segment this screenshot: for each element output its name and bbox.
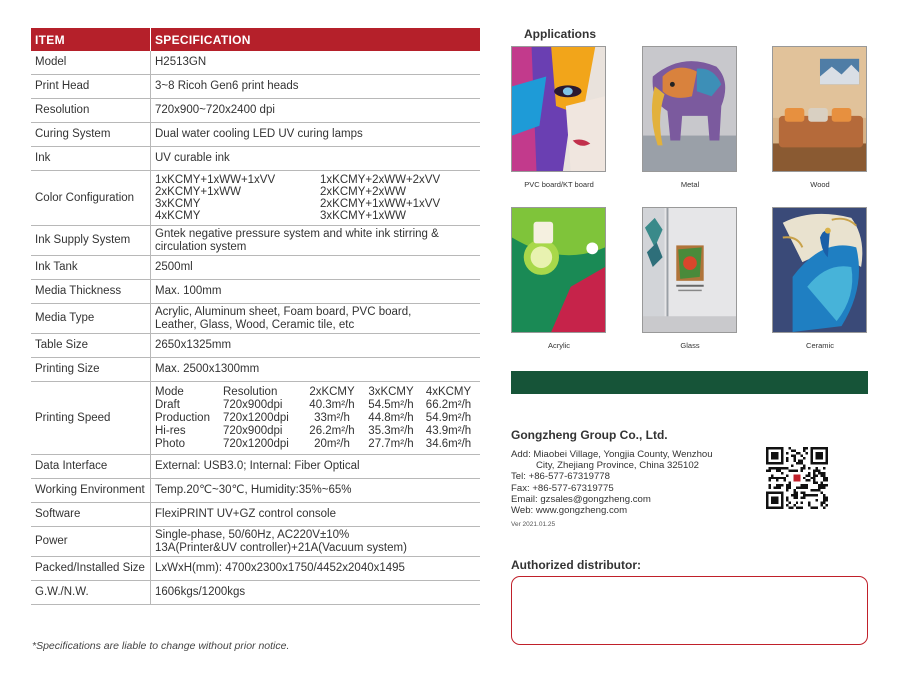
spec-label: Printing Speed <box>31 382 151 455</box>
spec-value: Dual water cooling LED UV curing lamps <box>151 123 481 147</box>
value-line: 13A(Printer&UV controller)+21A(Vacuum system) <box>155 541 407 554</box>
application-caption: Wood <box>810 180 830 189</box>
application-caption: Glass <box>680 341 700 350</box>
speed-value: 44.8m²/h <box>368 411 414 424</box>
green-poster-image <box>511 207 606 333</box>
spec-value: 720x900~720x2400 dpi <box>151 99 481 123</box>
speed-value: 35.3m²/h <box>368 424 414 437</box>
spec-value <box>151 226 481 256</box>
table-row <box>31 581 480 605</box>
speed-header: 2xKCMY <box>309 385 355 398</box>
spec-label: Data Interface <box>31 455 151 479</box>
spec-label: Print Head <box>31 75 151 99</box>
speed-header: Resolution <box>223 385 278 398</box>
painted-face-image <box>511 46 606 172</box>
table-row <box>31 51 480 75</box>
spec-label: Media Type <box>31 304 151 334</box>
color-option: 3xKCMY+1xWW <box>320 210 406 222</box>
spec-label: Packed/Installed Size <box>31 557 151 581</box>
spec-value: H2513GN <box>151 51 481 75</box>
contact-block <box>511 449 713 516</box>
speed-value: 54.5m²/h <box>368 398 414 411</box>
spec-label: Software <box>31 503 151 527</box>
spec-label: Table Size <box>31 334 151 358</box>
table-row <box>31 99 480 123</box>
application-caption: Metal <box>680 180 700 189</box>
company-fax: Fax: +86-577-67319775 <box>511 482 614 494</box>
spec-value <box>151 304 481 334</box>
speed-value: 20m²/h <box>314 437 350 450</box>
spec-label: Curing System <box>31 123 151 147</box>
table-row <box>31 304 480 334</box>
spec-label: Media Thickness <box>31 280 151 304</box>
spec-label: Working Environment <box>31 479 151 503</box>
table-row <box>31 75 480 99</box>
company-email: Email: gzsales@gongzheng.com <box>511 493 651 505</box>
color-option: 1xKCMY+1xWW+1xVV <box>155 174 276 186</box>
speed-resolution: 720x1200dpi <box>223 411 289 424</box>
item-header: ITEM <box>31 28 151 51</box>
speed-resolution: 720x1200dpi <box>223 437 289 450</box>
value-line: circulation system <box>155 240 247 253</box>
table-row <box>31 479 480 503</box>
glass-panel-image <box>642 207 737 333</box>
elephant-art-image <box>642 46 737 172</box>
spec-label: Power <box>31 527 151 557</box>
specification-header: SPECIFICATION <box>151 28 481 51</box>
table-row <box>31 382 480 455</box>
distributor-box <box>511 576 868 645</box>
color-configuration-options <box>151 171 481 226</box>
speed-value: 26.2m²/h <box>309 424 355 437</box>
table-row <box>31 455 480 479</box>
company-web: Web: www.gongzheng.com <box>511 505 628 517</box>
table-row <box>31 527 480 557</box>
table-row <box>31 171 480 226</box>
spec-value: Temp.20℃~30℃, Humidity:35%~65% <box>151 479 481 503</box>
speed-mode: Production <box>155 411 210 424</box>
speed-value: 54.9m²/h <box>425 411 472 424</box>
table-row <box>31 358 480 382</box>
spec-value: LxWxH(mm): 4700x2300x1750/4452x2040x1495 <box>151 557 481 581</box>
spec-label: Color Configuration <box>31 171 151 226</box>
spec-value: 2500ml <box>151 256 481 280</box>
color-option: 2xKCMY+2xWW <box>320 186 406 198</box>
spec-label: Ink Supply System <box>31 226 151 256</box>
spec-value: External: USB3.0; Internal: Fiber Optical <box>151 455 481 479</box>
value-line: Single-phase, 50/60Hz, AC220V±10% <box>155 528 350 541</box>
company-address: Add: Miaobei Village, Yongjia County, Wenzhou <box>511 449 713 460</box>
qr-code-icon <box>766 447 828 509</box>
value-line: Leather, Glass, Wood, Ceramic tile, etc <box>155 318 355 331</box>
table-row <box>31 557 480 581</box>
spec-value <box>151 527 481 557</box>
speed-header: Mode <box>155 385 184 398</box>
table-row <box>31 334 480 358</box>
spec-value: Max. 2500x1300mm <box>151 358 481 382</box>
color-option: 3xKCMY <box>155 198 201 210</box>
speed-value: 34.6m²/h <box>425 437 472 450</box>
value-line: Acrylic, Aluminum sheet, Foam board, PVC board, <box>155 305 412 318</box>
spec-value: 3~8 Ricoh Gen6 print heads <box>151 75 481 99</box>
application-caption: Ceramic <box>806 341 834 350</box>
spec-header-row <box>31 28 480 51</box>
spec-value: FlexiPRINT UV+GZ control console <box>151 503 481 527</box>
distributor-title: Authorized distributor: <box>511 558 641 572</box>
table-row <box>31 280 480 304</box>
spec-value: 1606kgs/1200kgs <box>151 581 481 605</box>
spec-label: Ink Tank <box>31 256 151 280</box>
spec-label: Ink <box>31 147 151 171</box>
specification-note: *Specifications are liable to change without prior notice. <box>32 640 290 652</box>
application-caption: PVC board/KT board <box>524 180 594 189</box>
color-option: 1xKCMY+2xWW+2xVV <box>320 174 441 186</box>
speed-header: 4xKCMY <box>425 385 472 398</box>
table-row <box>31 256 480 280</box>
company-name: Gongzheng Group Co., Ltd. <box>511 428 668 442</box>
green-divider-bar <box>511 371 868 394</box>
spec-value: Max. 100mm <box>151 280 481 304</box>
color-option: 2xKCMY+1xWW+1xVV <box>320 198 441 210</box>
speed-value: 66.2m²/h <box>425 398 472 411</box>
peacock-tile-image <box>772 207 867 333</box>
spec-value: UV curable ink <box>151 147 481 171</box>
living-room-image <box>772 46 867 172</box>
table-row <box>31 147 480 171</box>
version-label: Ver 2021.01.25 <box>511 521 556 528</box>
value-line: Gntek negative pressure system and white ink stirring & <box>155 227 439 240</box>
color-option: 4xKCMY <box>155 210 201 222</box>
spec-value: 2650x1325mm <box>151 334 481 358</box>
table-row <box>31 503 480 527</box>
spec-label: Resolution <box>31 99 151 123</box>
speed-value: 27.7m²/h <box>368 437 414 450</box>
speed-value: 40.3m²/h <box>309 398 355 411</box>
color-option: 2xKCMY+1xWW <box>155 186 241 198</box>
table-row <box>31 123 480 147</box>
spec-table <box>31 28 480 605</box>
printing-speed-grid <box>151 382 481 455</box>
speed-resolution: 720x900dpi <box>223 398 283 411</box>
speed-mode: Photo <box>155 437 186 450</box>
company-address-cont: City, Zhejiang Province, China 325102 <box>536 460 700 472</box>
speed-value: 33m²/h <box>314 411 350 424</box>
spec-label: Printing Size <box>31 358 151 382</box>
table-row <box>31 226 480 256</box>
speed-mode: Hi-res <box>155 424 186 437</box>
company-tel: Tel: +86-577-67319778 <box>511 471 610 483</box>
application-caption: Acrylic <box>547 341 571 350</box>
speed-value: 43.9m²/h <box>425 424 472 437</box>
applications-title: Applications <box>524 27 597 41</box>
speed-header: 3xKCMY <box>368 385 414 398</box>
spec-label: Model <box>31 51 151 75</box>
speed-mode: Draft <box>155 398 180 411</box>
speed-resolution: 720x900dpi <box>223 424 283 437</box>
spec-label: G.W./N.W. <box>31 581 151 605</box>
